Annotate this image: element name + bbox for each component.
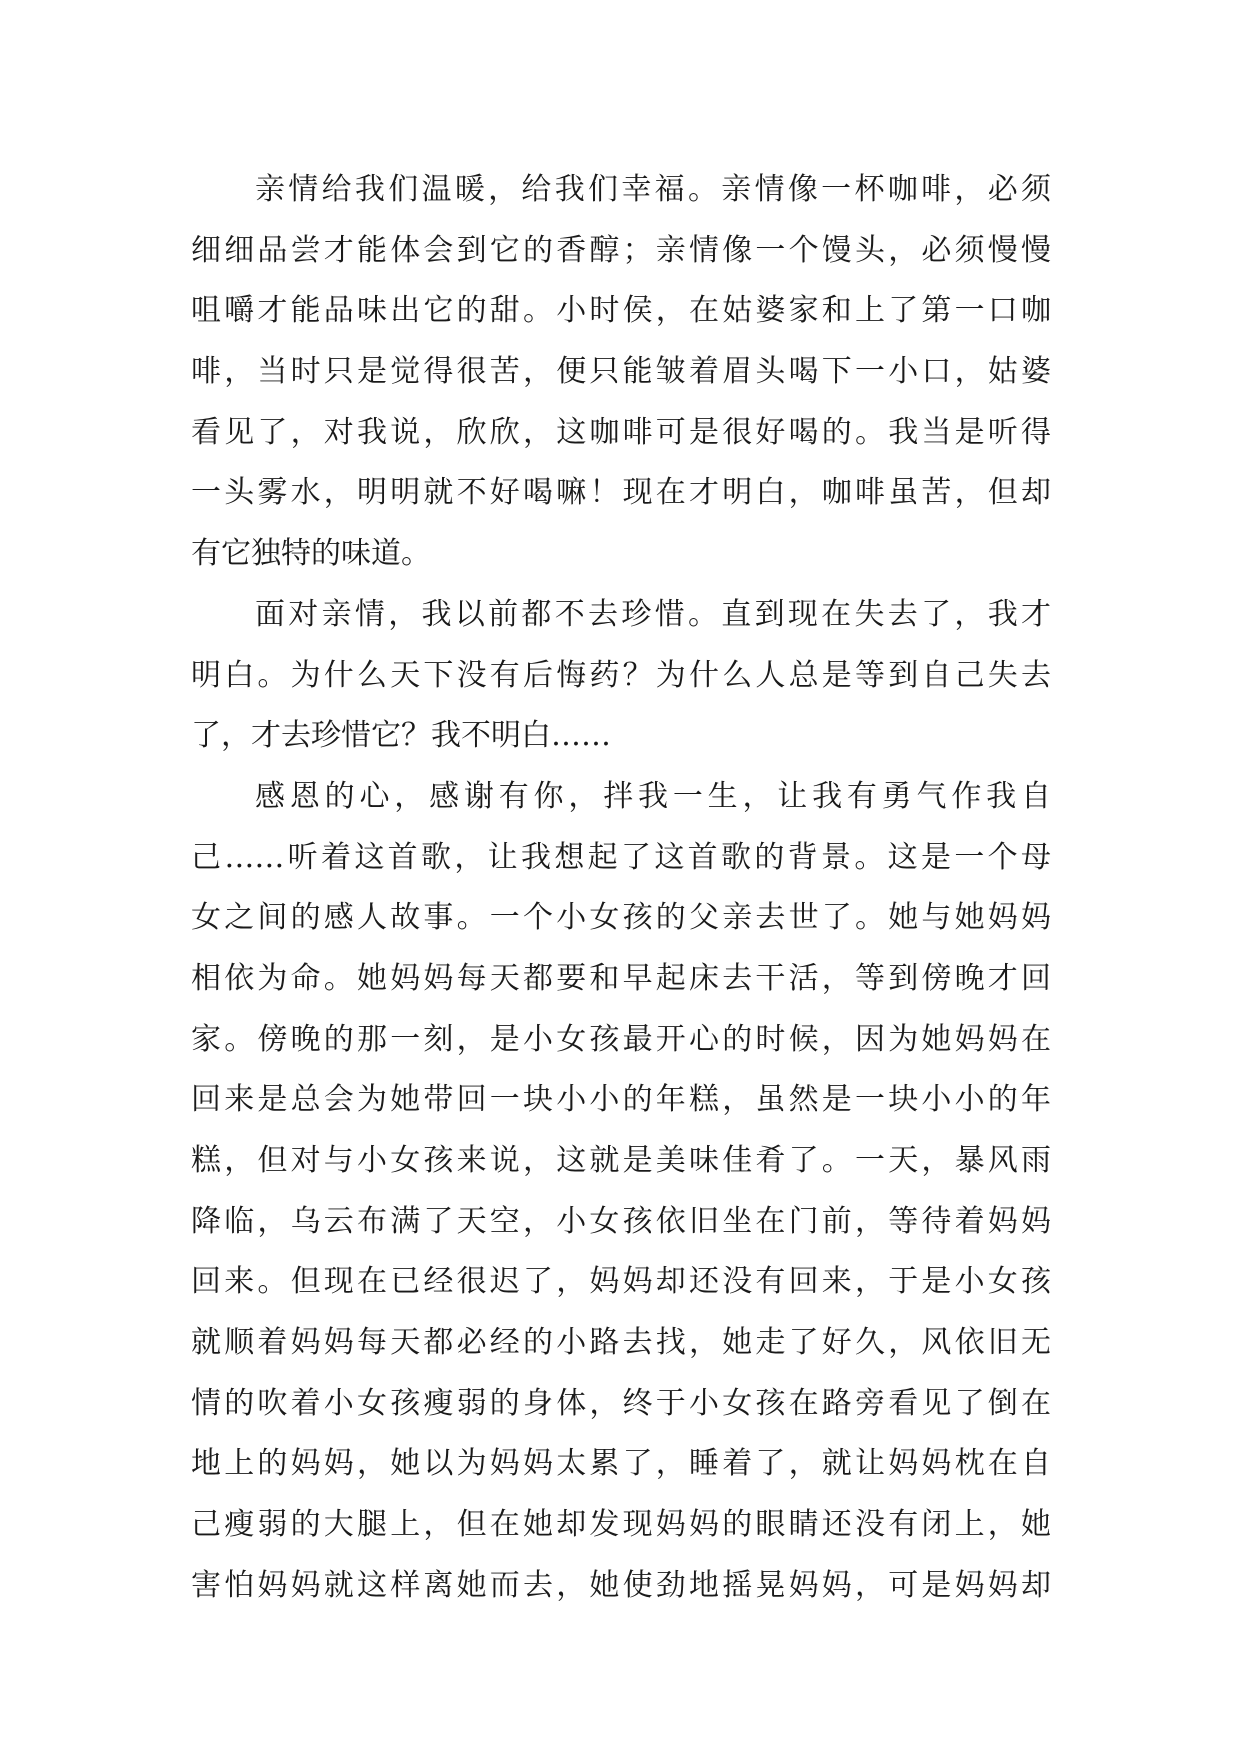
- paragraph-2-line-2: 明白。为什么天下没有后悔药？为什么人总是等到自己失去: [191, 657, 1051, 693]
- paragraph-3-line-4: 相依为命。她妈妈每天都要和早起床去干活，等到傍晚才回: [191, 960, 1051, 996]
- paragraph-3-line-13: 己瘦弱的大腿上，但在她却发现妈妈的眼睛还没有闭上，她: [191, 1507, 1051, 1543]
- paragraph-3-line-11: 情的吹着小女孩瘦弱的身体，终于小女孩在路旁看见了倒在: [191, 1385, 1051, 1421]
- body-text: [191, 160, 1051, 1617]
- paragraph-1-line-7: 有它独特的味道。: [191, 536, 431, 572]
- paragraph-3-line-10: 就顺着妈妈每天都必经的小路去找，她走了好久，风依旧无: [191, 1325, 1051, 1361]
- paragraph-3-line-6: 回来是总会为她带回一块小小的年糕，虽然是一块小小的年: [191, 1082, 1051, 1118]
- paragraph-3-line-12: 地上的妈妈，她以为妈妈太累了，睡着了，就让妈妈枕在自: [191, 1446, 1051, 1482]
- paragraph-3-line-5: 家。傍晚的那一刻，是小女孩最开心的时候，因为她妈妈在: [191, 1021, 1051, 1057]
- paragraph-3-line-2: 己……听着这首歌，让我想起了这首歌的背景。这是一个母: [191, 839, 1051, 875]
- paragraph-3-line-8: 降临，乌云布满了天空，小女孩依旧坐在门前，等待着妈妈: [191, 1203, 1051, 1239]
- paragraph-3-line-3: 女之间的感人故事。一个小女孩的父亲去世了。她与她妈妈: [191, 900, 1051, 936]
- paragraph-2-line-1: 面对亲情，我以前都不去珍惜。直到现在失去了，我才: [255, 596, 1051, 632]
- paragraph-3-line-14: 害怕妈妈就这样离她而去，她使劲地摇晃妈妈，可是妈妈却: [191, 1567, 1051, 1603]
- paragraph-1-line-4: 啡，当时只是觉得很苦，便只能皱着眉头喝下一小口，姑婆: [191, 354, 1051, 390]
- paragraph-1-line-5: 看见了，对我说，欣欣，这咖啡可是很好喝的。我当是听得: [191, 414, 1051, 450]
- paragraph-3-line-9: 回来。但现在已经很迟了，妈妈却还没有回来，于是小女孩: [191, 1264, 1051, 1300]
- paragraph-3-line-1: 感恩的心，感谢有你，拌我一生，让我有勇气作我自: [255, 778, 1051, 814]
- paragraph-1-line-6: 一头雾水，明明就不好喝嘛！现在才明白，咖啡虽苦，但却: [191, 475, 1051, 511]
- paragraph-1-line-1: 亲情给我们温暖，给我们幸福。亲情像一杯咖啡，必须: [255, 172, 1051, 207]
- paragraph-1-line-2: 细细品尝才能体会到它的香醇；亲情像一个馒头，必须慢慢: [191, 232, 1051, 268]
- paragraph-3-line-7: 糕，但对与小女孩来说，这就是美味佳肴了。一天，暴风雨: [191, 1143, 1051, 1178]
- paragraph-2-line-3: 了，才去珍惜它？我不明白……: [191, 718, 611, 754]
- paragraph-1-line-3: 咀嚼才能品味出它的甜。小时侯，在姑婆家和上了第一口咖: [191, 293, 1051, 329]
